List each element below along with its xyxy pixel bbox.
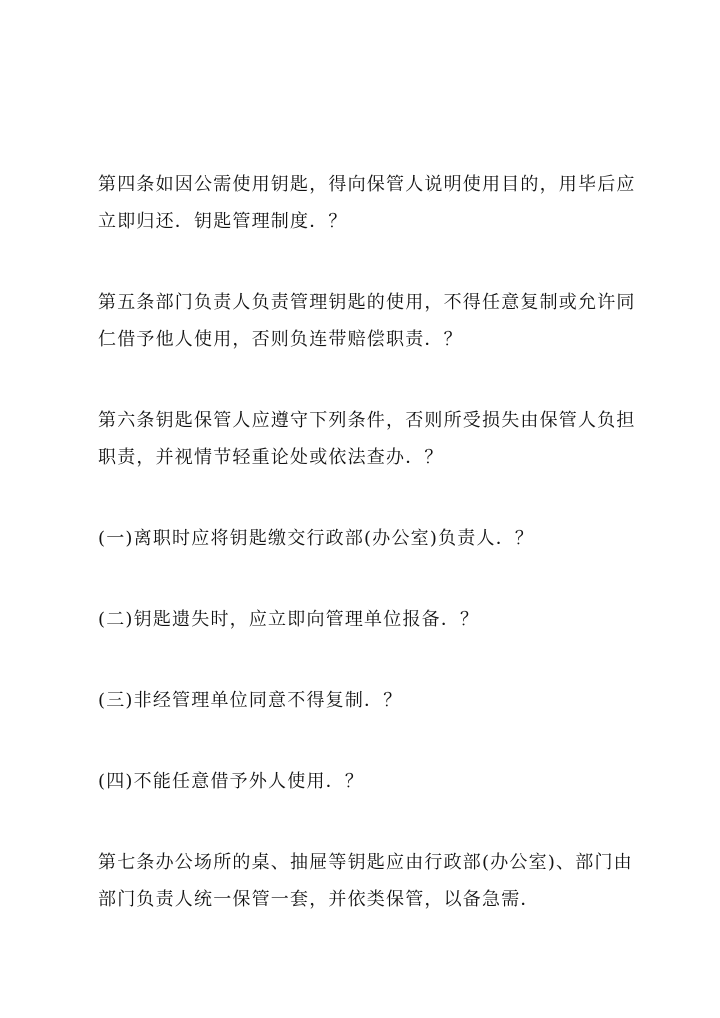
article-6-item-1: (一)离职时应将钥匙缴交行政部(办公室)负责人．？ (98, 528, 535, 549)
article-6-item-2: (二)钥匙遗失时，应立即向管理单位报备．？ (98, 609, 480, 630)
document-body (98, 166, 643, 918)
article-6-item-4: (四)不能任意借予外人使用．？ (98, 771, 365, 792)
article-6-item-3: (三)非经管理单位同意不得复制．？ (98, 690, 403, 711)
article-6-paragraph: 第六条钥匙保管人应遵守下列条件，否则所受损失由保管人负担职责，并视情节轻重论处或依法查办．？ (98, 410, 636, 468)
article-7-paragraph: 第七条办公场所的桌、抽屉等钥匙应由行政部(办公室)、部门由部门负责人统一保管一套，并依类保管，以备急需． (98, 852, 633, 910)
article-4-paragraph: 第四条如因公需使用钥匙，得向保管人说明使用目的，用毕后应立即归还．钥匙管理制度．？ (98, 174, 636, 232)
article-5-paragraph: 第五条部门负责人负责管理钥匙的使用，不得任意复制或允许同仁借予他人使用，否则负连带赔偿职责．？ (98, 292, 636, 350)
